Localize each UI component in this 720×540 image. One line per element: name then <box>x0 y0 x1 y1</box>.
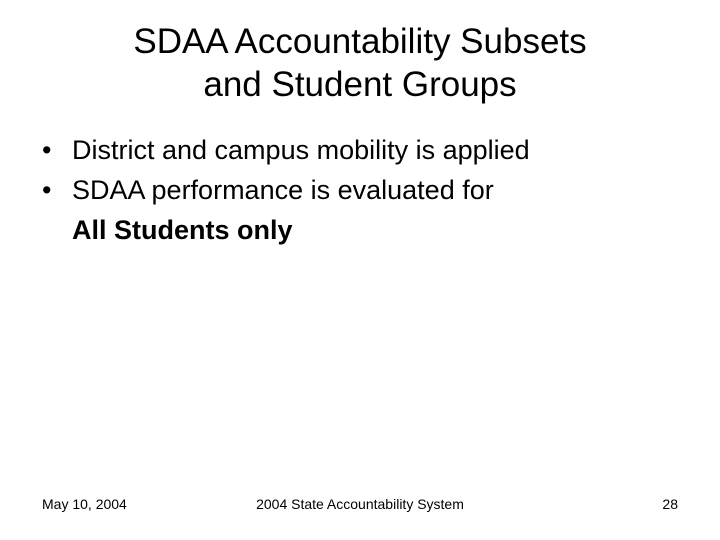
bullet-list <box>42 130 682 250</box>
bullet-item-mobility <box>42 130 682 170</box>
bullet-bold-text: All Students only <box>72 215 293 245</box>
bullet-item-performance <box>42 170 682 250</box>
bullet-dot-icon: • <box>42 135 52 165</box>
bullet-text: SDAA performance is evaluated for <box>72 175 494 205</box>
page-number: 28 <box>662 496 678 512</box>
bullet-dot-icon: • <box>42 175 52 205</box>
bullet-text: District and campus mobility is applied <box>72 135 530 165</box>
footer-title: 2004 State Accountability System <box>256 496 464 512</box>
slide-title-line-2: and Student Groups <box>203 65 517 104</box>
slide-title <box>60 20 660 106</box>
slide-title-line-1: SDAA Accountability Subsets <box>133 22 587 61</box>
footer-date: May 10, 2004 <box>42 496 127 512</box>
